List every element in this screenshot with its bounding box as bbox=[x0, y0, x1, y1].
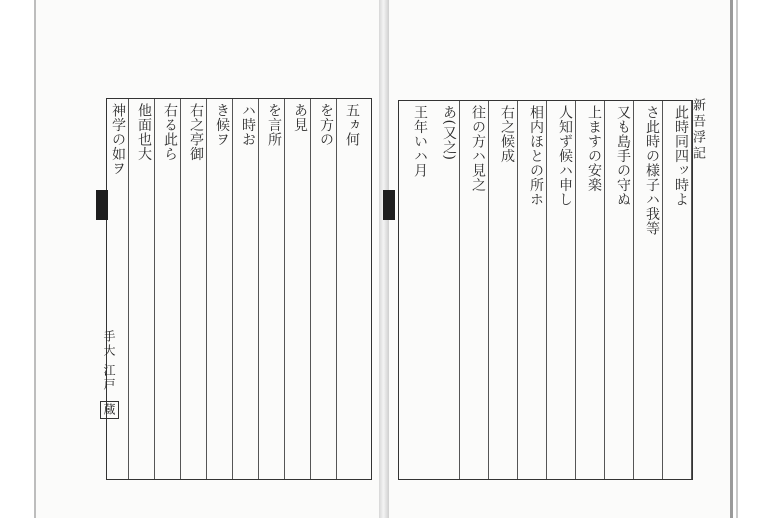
left-column-text: 右る此ら bbox=[162, 103, 178, 161]
left-column-text: き候ヲ bbox=[214, 103, 230, 147]
right-column-text: 上ますの安楽 bbox=[586, 105, 602, 192]
right-page-text-frame bbox=[398, 100, 693, 480]
left-column-text: を方の bbox=[318, 103, 334, 147]
right-column-text: 又も島手の守ぬ bbox=[615, 105, 631, 207]
left-column-text: 神学の如ヲ bbox=[110, 103, 126, 176]
right-column-text: さ此時の様子ハ我等 bbox=[644, 105, 660, 236]
footer-volume-mark: 手大 bbox=[102, 330, 116, 358]
right-book-edge-inner bbox=[736, 0, 738, 518]
left-page-fore-edge-tab bbox=[96, 190, 108, 220]
right-column bbox=[641, 101, 663, 479]
left-column bbox=[159, 99, 181, 479]
footer-seal-stamp: 蔵 bbox=[100, 401, 119, 419]
right-page-title: 新吾浮記 bbox=[690, 98, 705, 162]
right-column bbox=[438, 101, 460, 479]
right-column-text: あ(又之) bbox=[441, 105, 457, 161]
right-column-text: 王年いハ月 bbox=[412, 105, 428, 178]
left-column-text: 五ヵ何 bbox=[344, 103, 360, 147]
left-column-text: あ見 bbox=[292, 103, 308, 132]
book-gutter bbox=[379, 0, 389, 518]
right-column bbox=[467, 101, 489, 479]
right-column-text: 右之候成 bbox=[499, 105, 515, 163]
right-page-fore-edge-tab bbox=[383, 190, 395, 220]
left-column bbox=[341, 99, 363, 479]
right-column bbox=[525, 101, 547, 479]
left-column bbox=[315, 99, 337, 479]
right-column bbox=[409, 101, 431, 479]
left-column bbox=[263, 99, 285, 479]
left-page-text-frame bbox=[106, 98, 372, 480]
left-column-text: を言所 bbox=[266, 103, 282, 147]
right-book-edge bbox=[730, 0, 733, 518]
left-column bbox=[107, 99, 129, 479]
left-column bbox=[237, 99, 259, 479]
right-column-text: 往の方ハ見之 bbox=[470, 105, 486, 192]
left-column bbox=[133, 99, 155, 479]
footer-place-mark: 江戸 bbox=[102, 363, 116, 392]
left-column bbox=[185, 99, 207, 479]
left-column bbox=[289, 99, 311, 479]
right-column bbox=[612, 101, 634, 479]
left-column-text: 他面也大 bbox=[136, 103, 152, 161]
right-column-text: 相内ほとの所ホ bbox=[528, 105, 544, 207]
left-column-text: 右之亭御 bbox=[188, 103, 204, 161]
right-column bbox=[496, 101, 518, 479]
right-column-text: 此時同四ッ時よ bbox=[673, 105, 689, 207]
left-page-footer bbox=[100, 330, 119, 419]
left-column bbox=[211, 99, 233, 479]
right-column bbox=[583, 101, 605, 479]
right-column bbox=[554, 101, 576, 479]
right-column-text: 人知ず候ハ申し bbox=[557, 105, 573, 207]
left-column-text: ハ時お bbox=[240, 103, 256, 147]
